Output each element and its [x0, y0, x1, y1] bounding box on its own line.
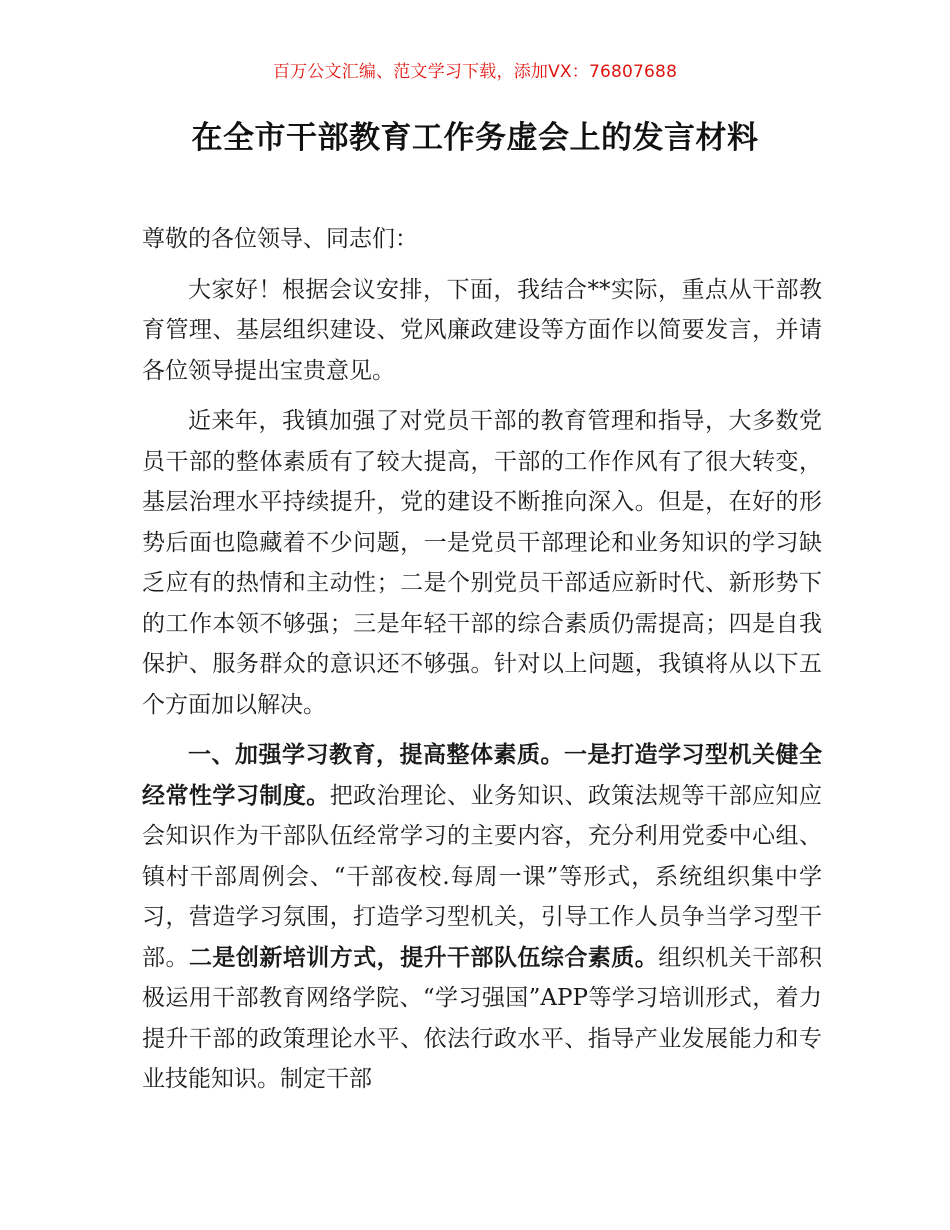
section-one-heading: 一、加强学习教育，提高整体素质。 — [188, 742, 564, 768]
salutation: 尊敬的各位领导、同志们： — [142, 226, 418, 252]
section-one-sub1-text: 把政治理论、业务知识、政策法规等干部应知应会知识作为干部队伍经常学习的主要内容，充分利用党委中心组、镇村干部周例会、“干部夜校.每周一课”等形式，系统组织集中学习，营造学习氛围，打造学习型机关，引导工作人员争当学习型干部。 — [142, 782, 823, 971]
watermark-header: 百万公文汇编、范文学习下载，添加VX：76807688 — [272, 62, 678, 82]
section-one-sub2-text: 组织机关干部积极运用干部教育网络学院、“学习强国”APP等学习培训形式，着力提升干部的政策理论水平、依法行政水平、指导产业发展能力和专业技能知识。制定干部 — [142, 944, 823, 1092]
section-one-sub1-heading: 一是打造学习型机关健全经常性学习制度。 — [142, 742, 822, 809]
document-title: 在全市干部教育工作务虚会上的发言材料 — [191, 120, 759, 156]
paragraph-intro: 大家好！根据会议安排，下面，我结合**实际，重点从干部教育管理、基层组织建设、党风廉政建设等方面作以简要发言，并请各位领导提出宝贵意见。 — [142, 276, 822, 384]
document-body — [142, 219, 822, 1110]
paragraph-situation: 近来年，我镇加强了对党员干部的教育管理和指导，大多数党员干部的整体素质有了较大提高，干部的工作作风有了很大转变，基层治理水平持续提升，党的建设不断推向深入。但是，在好的形势后面也隐藏着不少问题，一是党员干部理论和业务知识的学习缺乏应有的热情和主动性；二是个别党员干部适应新时代、新形势下的工作本领不够强；三是年轻干部的综合素质仍需提高；四是自我保护、服务群众的意识还不够强。针对以上问题，我镇将从以下五个方面加以解决。 — [142, 408, 822, 718]
section-one-sub2-heading: 二是创新培训方式，提升干部队伍综合素质。 — [188, 944, 659, 971]
paragraph-section-one — [142, 735, 822, 1100]
